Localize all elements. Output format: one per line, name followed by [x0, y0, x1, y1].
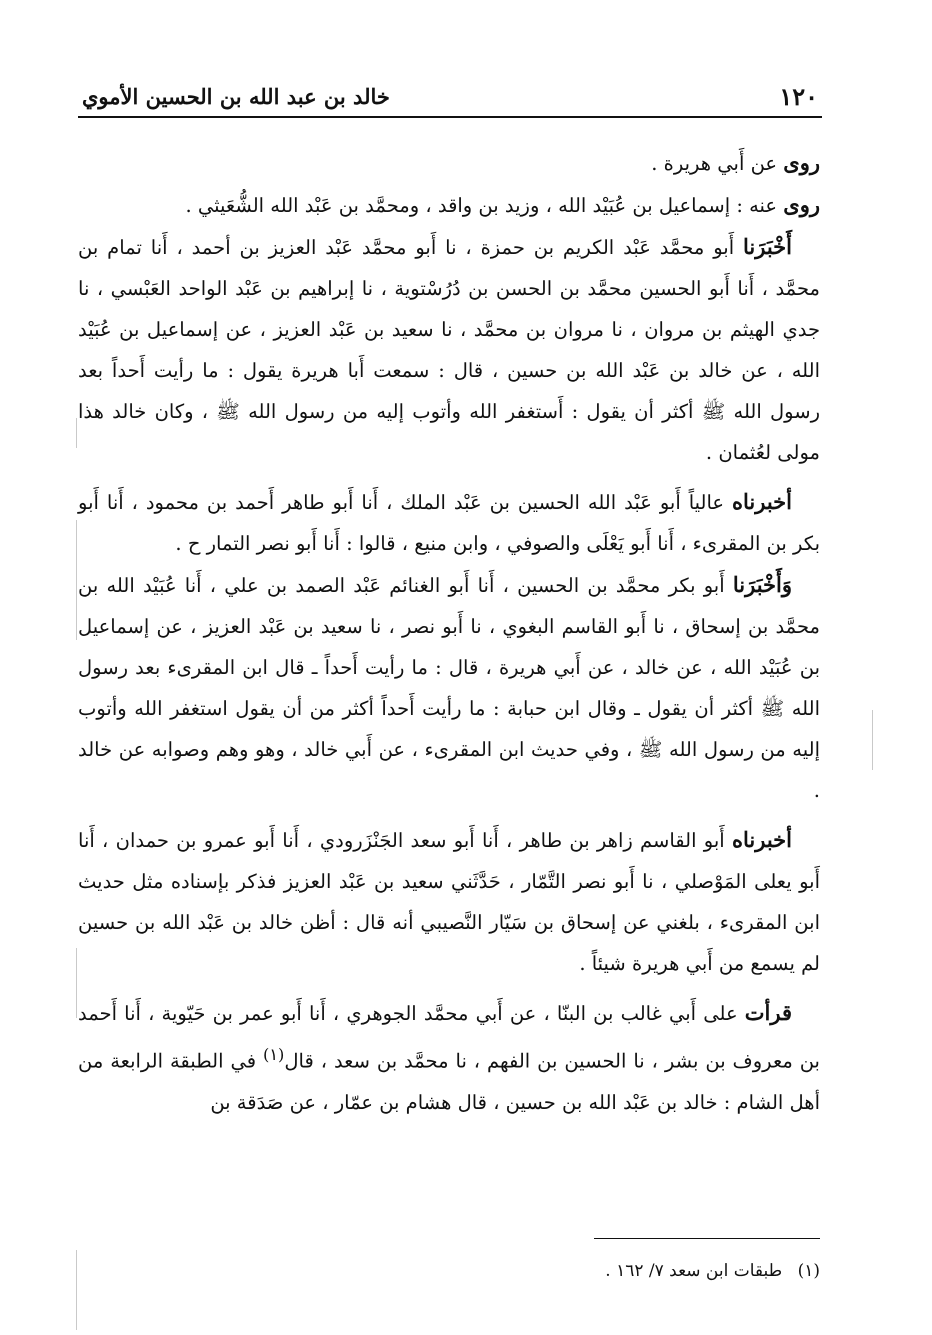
scan-artifact [76, 1250, 77, 1330]
paragraph-text: أَبو القاسم زاهر بن طاهر ، أَنا أَبو سعد الجَنْزَرودي ، أَنا أَبو عمرو بن حمدان ، أَنا أَبو يعلى المَوْصلي ، نا أَبو نصر التَّمّار ، حَدَّثَني سعيد بن عَبْد العزيز فذكر بإسناده مثل حديث ابن المقرىء ، بلغني عن إسحاق بن سَيّار النَّصيبي أنه قال : أظن خالد بن عَبْد الله بن حسين لم يسمع من أَبي هريرة شيئاً . [78, 829, 820, 975]
paragraph-text: عن أَبي هريرة . [651, 152, 784, 175]
page-number: ١٢٠ [779, 82, 818, 111]
scan-artifact [76, 948, 77, 1018]
paragraph-text: أَبو محمَّد عَبْد الكريم بن حمزة ، نا أَبو محمَّد عَبْد العزيز بن أحمد ، أَنا تمام بن محمَّد ، أَنا أَبو الحسين محمَّد بن الحسن بن دُرُسْتوية ، نا إبراهيم بن عَبْد الواحد العَبْسي ، نا جدي الهيثم بن مروان ، نا مروان بن محمَّد ، نا سعيد بن عَبْد العزيز ، عن إسماعيل بن عُبَيْد الله ، عن خالد بن عَبْد الله بن حسين ، قال : سمعت أَبا هريرة يقول : ما رأيت أَحداً بعد رسول الله ﷺ أكثر أن يقول : أَستغفر الله وأتوب إليه من رسول الله ﷺ ، وكان خالد هذا مولى لعُثمان . [78, 236, 820, 464]
paragraph [78, 142, 820, 184]
scan-artifact [76, 520, 77, 640]
footnote [400, 1258, 820, 1284]
paragraph [78, 819, 820, 984]
paragraph-lead-word: روى [783, 192, 820, 217]
main-text [78, 142, 820, 1123]
paragraph-lead-word: أخبرناه [732, 827, 792, 852]
paragraph-text: أَبو بكر محمَّد بن الحسين ، أَنا أَبو الغنائم عَبْد الصمد بن علي ، أَنا عُبَيْد الله بن محمَّد بن إسحاق ، نا أَبو القاسم البغوي ، نا أَبو نصر ، نا سعيد بن عَبْد العزيز ، عن إسماعيل بن عُبَيْد الله ، عن خالد ، عن أَبي هريرة ، قال : ما رأيت أَحداً ـ قال ابن المقرىء بعد رسول الله ﷺ أكثر أن يقول ـ وقال ابن حبابة : ما رأيت أَحداً أكثر من أن يقول استغفر الله وأتوب إليه من رسول الله ﷺ ، وفي حديث ابن المقرىء ، عن أَبي خالد ، وهو وهم وصوابه عن خالد . [78, 574, 820, 802]
paragraph-lead-word: روى [783, 150, 820, 175]
paragraph-text: عنه : إسماعيل بن عُبَيْد الله ، وزيد بن واقد ، ومحمَّد بن عَبْد الله الشُّعَيثي . [185, 194, 784, 217]
paragraph [78, 226, 820, 473]
paragraph-lead-word: أَخْبَرَنا [743, 234, 792, 259]
running-header [78, 78, 822, 118]
paragraph-lead-word: وَأَخْبَرَنا [732, 572, 792, 597]
paragraph-lead-word: قرأت [744, 1000, 792, 1025]
footnote-text: طبقات ابن سعد ٧/ ١٦٢ . [605, 1261, 783, 1281]
paragraph-text: عالياً أَبو عَبْد الله الحسين بن عَبْد الملك ، أَنا أَبو طاهر أَحمد بن محمود ، أَنا أَبو بكر بن المقرىء ، أَنا أَبو يَعْلَى والصوفي ، وابن منيع ، قالوا : أَنا أَبو نصر التمار ح . [78, 491, 820, 555]
scan-artifact [872, 710, 873, 770]
header-rule [78, 116, 822, 118]
footnote-marker: (١) [797, 1261, 820, 1281]
scan-artifact [76, 418, 77, 448]
paragraph-text: على أَبي غالب بن البنّا ، عن أَبي محمَّد الجوهري ، أَنا أَبو عمر بن حَيّوية ، أَنا أَحمد بن معروف بن بشر ، نا الحسين بن الفهم ، نا محمَّد بن سعد ، قال [78, 1002, 820, 1073]
paragraph [78, 992, 820, 1123]
footnote-rule [594, 1238, 820, 1239]
paragraph-text-continued: في الطبقة الرابعة من أهل الشام : خالد بن عَبْد الله بن حسين ، قال هشام بن عمّار ، عن صَدَقة بن [78, 1049, 820, 1114]
paragraph [78, 184, 820, 226]
paragraph-lead-word: أخبرناه [732, 489, 792, 514]
footnote-reference[interactable]: (١) [262, 1045, 285, 1064]
paragraph [78, 481, 820, 564]
running-title: خالد بن عبد الله بن الحسين الأموي [82, 84, 390, 109]
paragraph [78, 564, 820, 811]
